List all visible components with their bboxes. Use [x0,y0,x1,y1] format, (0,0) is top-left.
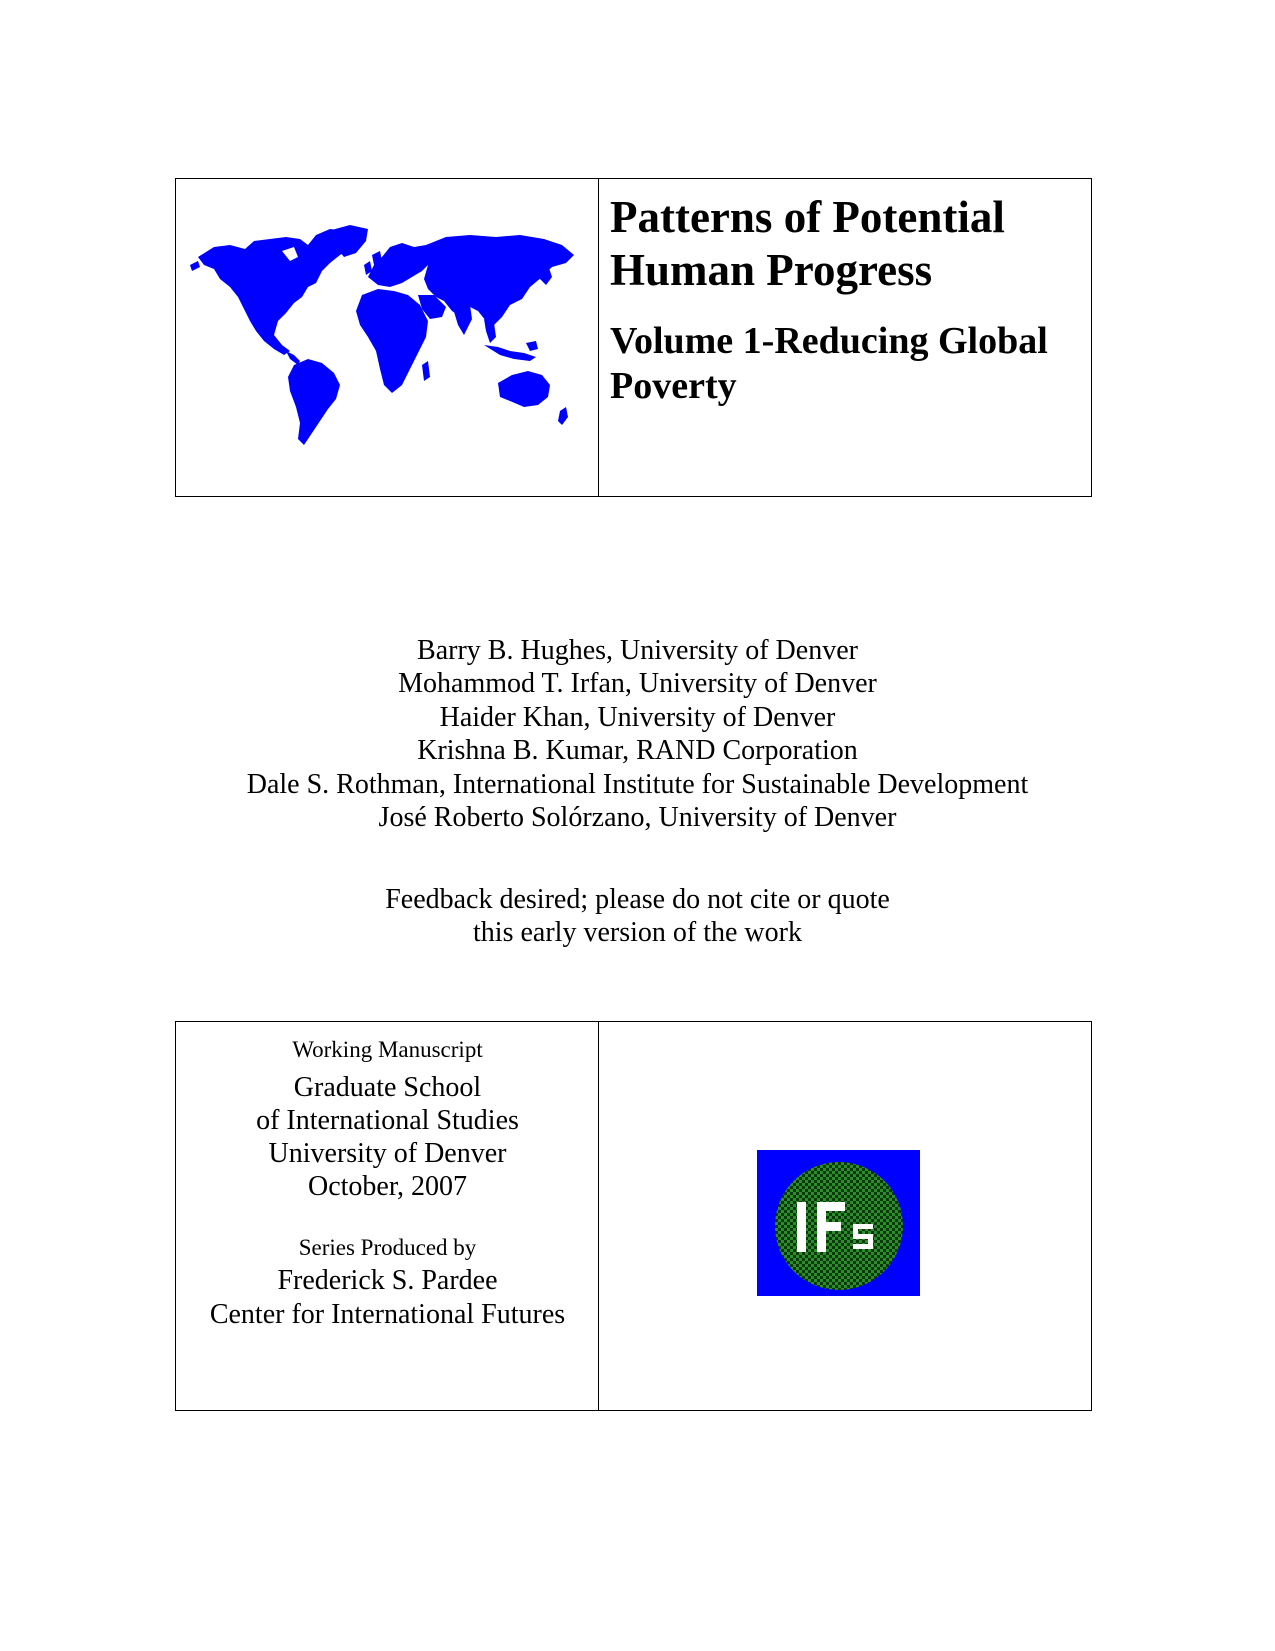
author-line: Mohammod T. Irfan, University of Denver [398,668,877,700]
producer-block [176,1264,599,1331]
producer-line: Center for International Futures [209,1298,566,1330]
author-line: Krishna B. Kumar, RAND Corporation [417,735,858,767]
world-map-icon [190,225,586,450]
author-list [0,634,1275,834]
institution-line: Graduate School [293,1072,482,1103]
author-line: Haider Khan, University of Denver [439,701,836,733]
ifs-logo [757,1150,920,1296]
footer-box [175,1021,1092,1411]
institution-block [176,1071,599,1203]
header-box [175,178,1092,497]
feedback-line-2: this early version of the work [473,917,802,948]
feedback-notice [0,883,1275,949]
publication-date: October, 2007 [307,1171,468,1202]
author-line: Barry B. Hughes, University of Denver [417,635,858,666]
author-line: Dale S. Rothman, International Institute for Sustainable Development [246,768,1029,800]
institution-line: University of Denver [268,1138,507,1169]
title-line-1: Patterns of Potential [610,192,1005,242]
institution-cell [176,1022,599,1410]
map-cell [176,179,599,496]
document-title [610,191,1090,297]
working-manuscript-label: Working Manuscript [292,1037,483,1062]
document-subtitle [610,319,1090,409]
institution-text [176,1022,599,1331]
institution-line: of International Studies [256,1105,519,1136]
subtitle-line-2: Poverty [610,365,737,407]
series-produced-label: Series Produced by [298,1235,477,1260]
title-line-2: Human Progress [610,245,933,295]
feedback-line-1: Feedback desired; please do not cite or quote [385,884,890,915]
subtitle-line-1: Volume 1-Reducing Global [610,320,1048,362]
producer-line: Frederick S. Pardee [277,1265,498,1296]
author-line: José Roberto Solórzano, University of Denver [378,802,897,834]
logo-cell [599,1022,1091,1410]
title-cell [599,179,1091,496]
